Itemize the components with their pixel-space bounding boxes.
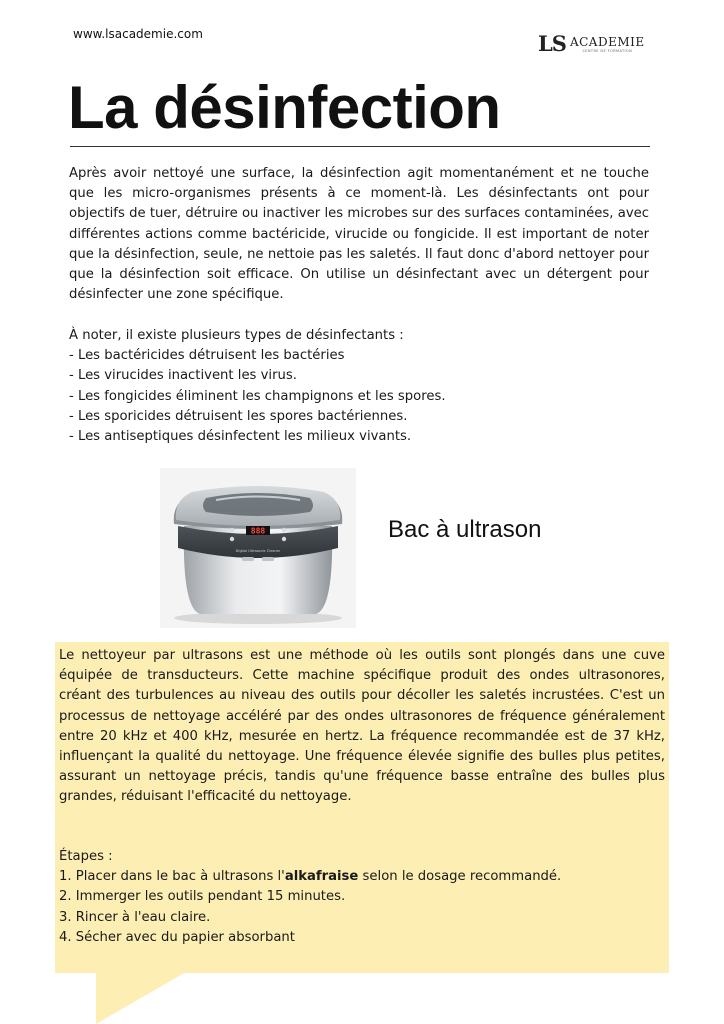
types-list-item: - Les fongicides éliminent les champignons et les spores.	[69, 388, 446, 404]
product-name: alkafraise	[284, 869, 359, 885]
image-caption: Bac à ultrason	[388, 516, 542, 543]
ls-academie-logo	[538, 32, 645, 62]
types-list-item: - Les sporicides détruisent les spores bactériennes.	[69, 408, 408, 424]
types-list-item: - Les antiseptiques désinfectent les milieux vivants.	[69, 429, 412, 445]
step-item: 4. Sécher avec du papier absorbant	[59, 929, 295, 945]
intro-paragraph: Après avoir nettoyé une surface, la désinfection agit momentanément et ne touche que les micro-organismes présents à ce moment-là. Les désinfectants ont pour objectifs de tuer, détruire ou inactiver les microbes sur des surfaces contaminées, avec différentes actions comme bactéricide, virucide ou fongicide. Il est important de noter que la désinfection, seule, ne nettoie pas les saletés. Il faut donc d'abord nettoyer pour que la désinfection soit efficace. On utilise un désinfectant avec un détergent pour désinfecter une zone spécifique.	[69, 166, 649, 303]
logo-name: ACADEMIE	[569, 35, 645, 49]
step-item: 2. Immerger les outils pendant 15 minutes.	[59, 889, 346, 905]
step-text: 1. Placer dans le bac à ultrasons l'	[59, 869, 285, 885]
page-title: La désinfection	[68, 74, 501, 141]
steps-heading: Étapes :	[59, 849, 113, 864]
step-item: 3. Rincer à l'eau claire.	[59, 909, 211, 925]
website-url[interactable]: www.lsacademie.com	[73, 27, 203, 41]
logo-wordmark	[570, 32, 645, 54]
ultrasonic-cleaner-image	[160, 468, 356, 628]
display-readout: 888	[250, 526, 266, 536]
disinfectant-types	[69, 326, 649, 447]
note-speech-tail	[96, 972, 186, 1024]
ultrasonic-cleaner-illustration	[160, 468, 356, 628]
logo-mark: LS	[538, 31, 566, 56]
ultrasonic-explanation: Le nettoyeur par ultrasons est une méthode où les outils sont plongés dans une cuve équipée de transducteurs. Cette machine spécifique produit des ondes ultrasonores, créant des turbulences au niveau des outils pour décoller les saletés incrustées. C'est un processus de nettoyage accéléré par des ondes ultrasonores de fréquence généralement entre 20 kHz et 400 kHz, mesurée en hertz. La fréquence recommandée est de 37 kHz, influençant la qualité du nettoyage. Une fréquence élevée signifie des bulles plus petites, assurant un nettoyage précis, tandis qu'une fréquence basse entraîne des bulles plus grandes, réduisant l'efficacité du nettoyage.	[59, 648, 665, 805]
title-divider	[70, 146, 650, 147]
types-list-item: - Les virucides inactivent les virus.	[69, 368, 297, 384]
step-text: selon le dosage recommandé.	[358, 869, 562, 885]
step-item	[59, 867, 665, 887]
panel-label: Digital Ultrasonic Cleaner	[235, 549, 281, 553]
steps-list	[59, 847, 665, 948]
types-list-item: - Les bactéricides détruisent les bactéries	[69, 348, 345, 364]
logo-tagline: CENTRE DE FORMATION	[582, 49, 633, 53]
types-heading: À noter, il existe plusieurs types de désinfectants :	[69, 328, 404, 343]
